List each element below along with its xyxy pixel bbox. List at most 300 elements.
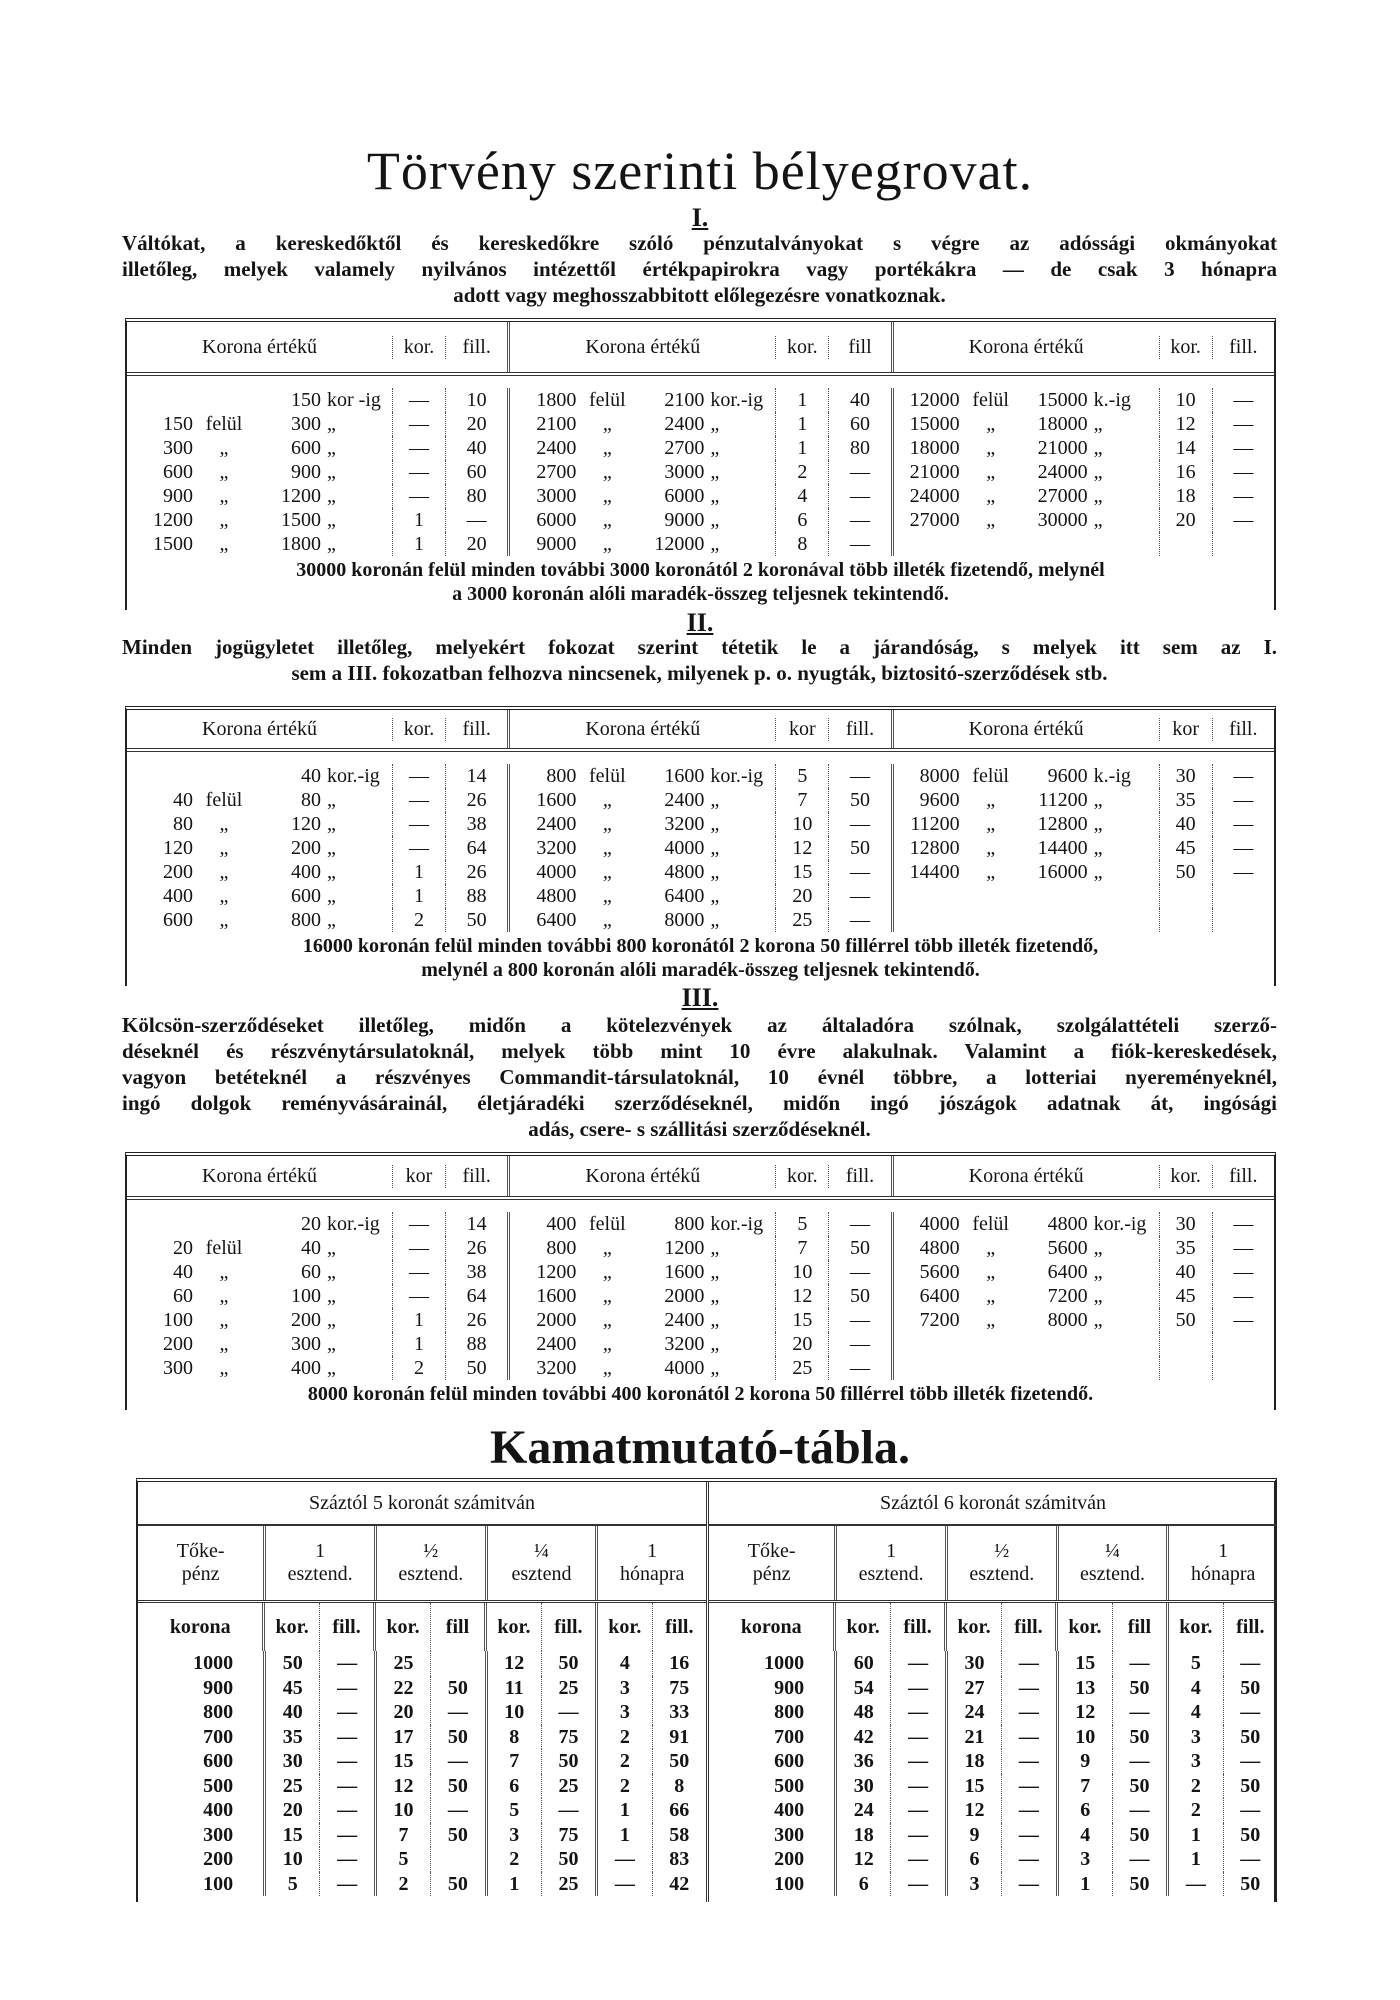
range-separator: „ [986,1261,996,1283]
interest-value [430,1847,484,1872]
column-header-value: Korona értékű [202,717,317,740]
range-unit: „ [710,1333,720,1355]
range-unit: „ [327,437,336,459]
footnote-line: a 3000 koronán alóli maradék-összeg teljesnek tekintendő. [452,583,949,605]
header-group [891,1156,1274,1196]
duty-kor: 50 [1159,1308,1212,1332]
rate-group [891,388,1274,556]
range-to: 11200 [1038,789,1088,811]
interest-value: 50 [1112,1676,1166,1701]
duty-kor: 15 [775,1308,828,1332]
table-row [510,388,890,412]
interest-value: 33 [652,1700,706,1725]
range-unit: „ [1093,861,1103,883]
rate-heading: Száztól 5 koronát számitván [138,1482,706,1526]
duty-kor: — [392,1260,445,1284]
table-row [894,484,1274,508]
interest-value: 75 [541,1823,595,1848]
range-unit: „ [1093,437,1103,459]
interest-value: 1 [595,1798,651,1823]
interest-value: 8 [485,1725,541,1750]
interest-value: — [1001,1872,1055,1897]
table-row [894,388,1274,412]
range-separator: „ [219,909,229,931]
range-from: 2400 [536,813,577,835]
duty-kor [1159,1356,1212,1380]
interest-value: 4 [1166,1676,1222,1701]
interest-value: 12 [374,1774,430,1799]
period-unit: hónapra [619,1563,685,1585]
description-line: vagyon betéteknél a részvényes Commandit-társulatoknál, 10 évnél többre, a lotteriai nyereményeknél, [122,1065,1277,1089]
interest-value: — [890,1676,944,1701]
duty-fill: — [828,908,890,932]
header-group [507,1156,890,1196]
column-header-fill: fill. [1212,1165,1274,1188]
interest-value: — [1001,1700,1055,1725]
table-row [127,884,507,908]
range-to: 120 [291,813,321,835]
interest-value: 18 [834,1823,890,1848]
duty-fill: — [1212,412,1274,436]
duty-fill: — [1212,388,1274,412]
range-to: 800 [291,909,321,931]
range-separator [193,388,255,412]
column-header-fill: fill. [445,718,507,741]
interest-value: — [1112,1700,1166,1725]
interest-value: 3 [945,1872,1001,1897]
interest-value: 6 [945,1847,1001,1872]
interest-value: 42 [834,1725,890,1750]
range-to: 18000 [1037,413,1088,435]
range-unit: kor.-ig [327,1213,380,1235]
range-to: 200 [291,837,321,859]
interest-value: 12 [945,1798,1001,1823]
capital-value: 900 [774,1676,805,1699]
capital-value: 300 [203,1823,234,1846]
interest-value: 10 [263,1847,319,1872]
interest-value: — [890,1823,944,1848]
table-footnote [127,1380,1274,1410]
unit-header-row [138,1603,706,1651]
range-from: 3200 [536,1357,577,1379]
table-row [894,1284,1274,1308]
period-unit: esztend. [858,1563,924,1585]
duty-fill: — [1212,764,1274,788]
range-from: 40 [173,1261,193,1283]
table-row [127,812,507,836]
table-row [709,1798,1277,1823]
range-to [1022,532,1088,556]
column-header-fill: fill. [1212,336,1274,359]
range-unit: „ [1093,1261,1103,1283]
range-separator: „ [602,909,612,931]
duty-fill: 26 [445,788,507,812]
interest-value: 50 [430,1676,484,1701]
duty-fill: 14 [445,1212,507,1236]
range-to: 600 [291,437,321,459]
interest-value: — [1001,1847,1055,1872]
range-from: 4000 [536,861,577,883]
unit-header: kor. [1166,1603,1222,1651]
duty-kor [1159,1332,1212,1356]
range-to: 4800 [1047,1213,1088,1235]
table-row [510,532,890,556]
interest-value: — [890,1725,944,1750]
duty-kor: 35 [1159,788,1212,812]
duty-fill: — [1212,508,1274,532]
duty-fill: — [1212,1284,1274,1308]
range-separator: „ [219,1357,229,1379]
range-separator: „ [219,485,229,507]
interest-value: 50 [430,1774,484,1799]
range-to: 1800 [281,533,321,555]
range-to: 80 [301,789,321,811]
interest-value: — [319,1872,373,1897]
interest-value: 35 [263,1725,319,1750]
range-from: 15000 [909,413,960,435]
duty-fill: 80 [828,436,890,460]
duty-kor: — [392,764,445,788]
column-header-kor: kor. [392,336,445,359]
interest-value: 15 [1056,1651,1112,1676]
duty-fill: 50 [445,1356,507,1380]
range-to: 5600 [1047,1237,1088,1259]
duty-fill: — [445,508,507,532]
table-row [709,1774,1277,1799]
duty-kor: 35 [1159,1236,1212,1260]
interest-value: — [319,1651,373,1676]
range-to: 900 [291,461,321,483]
column-header-fill: fill. [828,718,890,741]
range-unit: „ [710,1285,720,1307]
interest-value: 30 [263,1749,319,1774]
range-unit: „ [1093,1237,1103,1259]
table-row [510,436,890,460]
table-body [127,376,1274,556]
range-from: 400 [163,885,193,907]
interest-value: — [890,1749,944,1774]
table-row [709,1651,1277,1676]
table-row [127,764,507,788]
duty-fill: — [828,884,890,908]
capital-value: 500 [774,1774,805,1797]
interest-value: 25 [374,1651,430,1676]
unit-header: korona [169,1616,231,1638]
range-unit: „ [710,837,720,859]
range-separator: „ [986,485,996,507]
column-header-kor: kor. [392,718,445,741]
period-header [374,1526,485,1600]
table-row [709,1676,1277,1701]
duty-fill: 60 [828,412,890,436]
range-separator: felül [589,389,626,411]
interest-value: 3 [595,1676,651,1701]
range-unit: „ [1093,509,1103,531]
range-separator: „ [986,813,996,835]
duty-fill: 20 [445,412,507,436]
range-to: 21000 [1037,437,1088,459]
table-row [510,884,890,908]
unit-header: fill. [1001,1603,1055,1651]
column-header-value: Korona értékű [585,1164,701,1187]
interest-value: 40 [263,1700,319,1725]
range-from [894,1356,960,1380]
interest-value: 50 [1223,1676,1277,1701]
range-to: 8000 [1047,1309,1088,1331]
interest-value: 27 [945,1676,1001,1701]
duty-kor: — [392,1284,445,1308]
table-row [510,1356,890,1380]
range-to: 400 [291,861,321,883]
range-unit: „ [710,533,720,555]
capital-value: 800 [203,1701,234,1723]
capital-label: Tőke- [176,1540,225,1562]
interest-value: — [319,1725,373,1750]
table-row [894,1260,1274,1284]
table-row [510,1236,890,1260]
range-unit: „ [1093,413,1103,435]
capital-header [138,1526,263,1600]
interest-value: 42 [652,1872,706,1897]
range-to: 27000 [1037,485,1088,507]
interest-value: — [1001,1676,1055,1701]
range-from: 1800 [536,389,577,411]
table-row [894,860,1274,884]
range-from: 120 [163,837,193,859]
range-from: 9000 [536,533,577,555]
interest-value: 83 [652,1847,706,1872]
range-to: 40 [301,1237,321,1259]
period-header [1056,1526,1167,1600]
range-unit: „ [710,1357,720,1379]
range-unit: „ [1093,837,1103,859]
period-amount: 1 [1218,1540,1229,1562]
interest-value: 50 [652,1749,706,1774]
range-from: 3000 [536,485,577,507]
interest-value: 6 [485,1774,541,1799]
range-separator: „ [986,1285,996,1307]
header-row [894,710,1274,748]
duty-fill: — [828,1212,890,1236]
range-to: 6400 [1047,1261,1088,1283]
interest-value: 3 [595,1700,651,1725]
interest-value: — [890,1700,944,1725]
duty-kor: 40 [1159,812,1212,836]
range-to: 2000 [664,1285,705,1307]
range-unit: kor.-ig [327,765,380,787]
range-from: 2400 [536,1333,577,1355]
duty-kor: 20 [775,1332,828,1356]
table-row [127,508,507,532]
duty-fill: 50 [828,836,890,860]
range-unit: „ [710,885,720,907]
range-unit: „ [1093,789,1103,811]
capital-value: 400 [774,1799,805,1821]
duty-fill: 50 [445,908,507,932]
duty-fill [1212,532,1274,556]
capital-value: 300 [774,1823,805,1846]
table-footnote [127,932,1274,986]
table-row [894,1308,1274,1332]
interest-value: 50 [1223,1823,1277,1848]
table-row [127,484,507,508]
unit-header: fill. [890,1603,944,1651]
range-to: 150 [291,389,321,411]
interest-value: — [890,1774,944,1799]
duty-kor: 15 [775,860,828,884]
duty-fill: 26 [445,1236,507,1260]
range-from: 24000 [909,485,960,507]
interest-value: 30 [834,1774,890,1799]
range-from [127,388,193,412]
duty-kor: 30 [1159,764,1212,788]
interest-value: — [1001,1798,1055,1823]
period-amount: 1 [315,1540,326,1562]
table-row [138,1700,706,1725]
table-row [510,1332,890,1356]
period-unit: esztend [511,1563,572,1585]
duty-kor: 20 [1159,508,1212,532]
interest-value: 8 [652,1774,706,1799]
duty-fill: — [1212,1236,1274,1260]
range-separator: „ [602,885,612,907]
range-from: 800 [546,1237,577,1259]
interest-value: 50 [263,1651,319,1676]
interest-value: 20 [263,1798,319,1823]
table-row [127,1260,507,1284]
rate-group [507,764,890,932]
table-row [894,764,1274,788]
period-header [595,1526,706,1600]
interest-value: 3 [1166,1725,1222,1750]
duty-fill: — [828,1332,890,1356]
interest-value: 50 [430,1725,484,1750]
range-separator: felül [589,765,626,787]
duty-fill [1212,1356,1274,1380]
interest-value: 50 [1112,1823,1166,1848]
interest-value: 91 [652,1725,706,1750]
range-from: 5600 [919,1261,960,1283]
range-to: 12800 [1037,813,1088,835]
interest-value: 12 [1056,1700,1112,1725]
duty-fill: 50 [828,1236,890,1260]
range-separator: „ [219,837,229,859]
interest-value: 2 [595,1749,651,1774]
period-unit: esztend. [287,1563,353,1585]
interest-value: — [1001,1823,1055,1848]
range-to: 8000 [664,909,705,931]
table-row [894,908,1274,932]
range-from: 400 [546,1213,577,1235]
duty-kor: 10 [775,812,828,836]
range-unit: „ [710,485,720,507]
capital-label: pénz [181,1563,220,1585]
range-from: 40 [173,789,193,811]
table-row [510,812,890,836]
table-row [709,1847,1277,1872]
duty-fill: 60 [445,460,507,484]
duty-kor: 45 [1159,1284,1212,1308]
table-row [127,412,507,436]
interest-value: 2 [374,1872,430,1897]
table-row [894,460,1274,484]
duty-fill: 38 [445,812,507,836]
duty-kor: 30 [1159,1212,1212,1236]
duty-fill: — [1212,436,1274,460]
capital-label: Tőke- [747,1540,796,1562]
duty-fill: 40 [445,436,507,460]
range-to: 3200 [664,813,705,835]
range-from: 9600 [919,789,960,811]
range-separator: „ [602,861,612,883]
range-separator: „ [602,533,612,555]
unit-header: kor. [373,1603,429,1651]
header-group [891,710,1274,748]
range-separator: „ [986,413,996,435]
unit-header: fill [430,1603,484,1651]
description-line: illetőleg, melyek valamely nyilvános intézettől értékpapirokra vagy portékákra — de csak 3 hónapra [122,257,1277,281]
range-to: 3200 [664,1333,705,1355]
footnote-line: 16000 koronán felül minden további 800 koronától 2 korona 50 fillérrel több illeték fizetendő, [302,935,1099,957]
duty-fill: 38 [445,1260,507,1284]
range-separator: „ [219,461,229,483]
range-separator: „ [986,437,996,459]
range-unit: „ [327,413,336,435]
table-row [510,412,890,436]
interest-value: 50 [1112,1872,1166,1897]
duty-fill [1212,908,1274,932]
section-description [122,230,1277,308]
interest-value: 1 [1166,1823,1222,1848]
duty-fill: 20 [445,532,507,556]
range-from: 1600 [536,789,577,811]
capital-value: 1000 [764,1652,805,1674]
duty-fill: — [828,460,890,484]
range-unit [1088,1356,1159,1380]
table-row [127,1356,507,1380]
header-group [891,322,1274,372]
range-to: 1600 [664,1261,705,1283]
range-unit: „ [1093,1285,1103,1307]
duty-fill: — [1212,1260,1274,1284]
range-separator: „ [602,509,612,531]
range-separator: „ [219,437,229,459]
duty-fill: — [1212,788,1274,812]
header-row [127,710,507,748]
interest-value: 50 [1223,1725,1277,1750]
interest-value: 16 [652,1651,706,1676]
duty-kor: 2 [775,460,828,484]
duty-kor: 12 [1159,412,1212,436]
interest-value: 4 [595,1651,651,1676]
range-from: 60 [173,1285,193,1307]
range-to: 4000 [664,1357,705,1379]
duty-kor: — [392,460,445,484]
column-header-kor: kor [775,718,828,741]
column-header-kor: kor [1159,718,1212,741]
duty-fill: — [828,812,890,836]
table-row [127,1284,507,1308]
period-unit: hónapra [1190,1563,1256,1585]
range-from: 14400 [909,861,960,883]
header-row [510,322,890,372]
range-from: 2100 [536,413,577,435]
interest-value: — [319,1749,373,1774]
interest-value: 15 [263,1823,319,1848]
range-from [894,908,960,932]
duty-fill: 88 [445,884,507,908]
interest-value: — [1223,1798,1277,1823]
